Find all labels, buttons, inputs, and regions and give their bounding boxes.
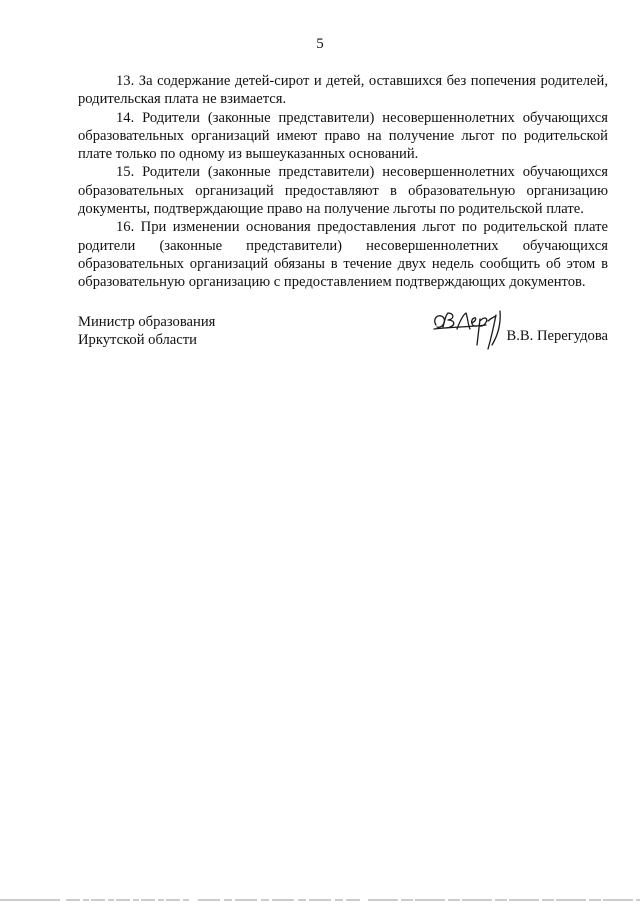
signer-name: В.В. Перегудова: [506, 328, 608, 344]
handwritten-signature: [430, 305, 512, 351]
signer-position-line-2: Иркутской области: [78, 332, 197, 349]
document-body: [78, 72, 608, 292]
paragraph-13: 13. За содержание детей-сирот и детей, оставшихся без попечения родителей, родительская плата не взимается.: [78, 73, 608, 108]
paragraph-16: 16. При изменении основания предоставления льгот по родительской плате родители (законные представители) несовершеннолетних обучающихся образовательных организаций обязаны в течение двух недель сообщить об этом в образовательную организацию с предоставлением подтверждающих документов.: [78, 219, 608, 291]
signature-block: [78, 313, 608, 353]
page-number: 5: [316, 36, 324, 52]
scan-edge-artifact: [0, 897, 640, 905]
signer-position-line-1: Министр образования: [78, 314, 216, 330]
paragraph-14: 14. Родители (законные представители) несовершеннолетних обучающихся образовательных организаций имеют право на получение льгот по родительской плате только по одному из вышеуказанных оснований.: [78, 109, 608, 163]
paragraph-15: 15. Родители (законные представители) несовершеннолетних обучающихся образовательных организаций предоставляют в образовательную организацию документы, подтверждающие право на получение льготы по родительской плате.: [78, 164, 608, 218]
signer-position: [78, 313, 215, 350]
